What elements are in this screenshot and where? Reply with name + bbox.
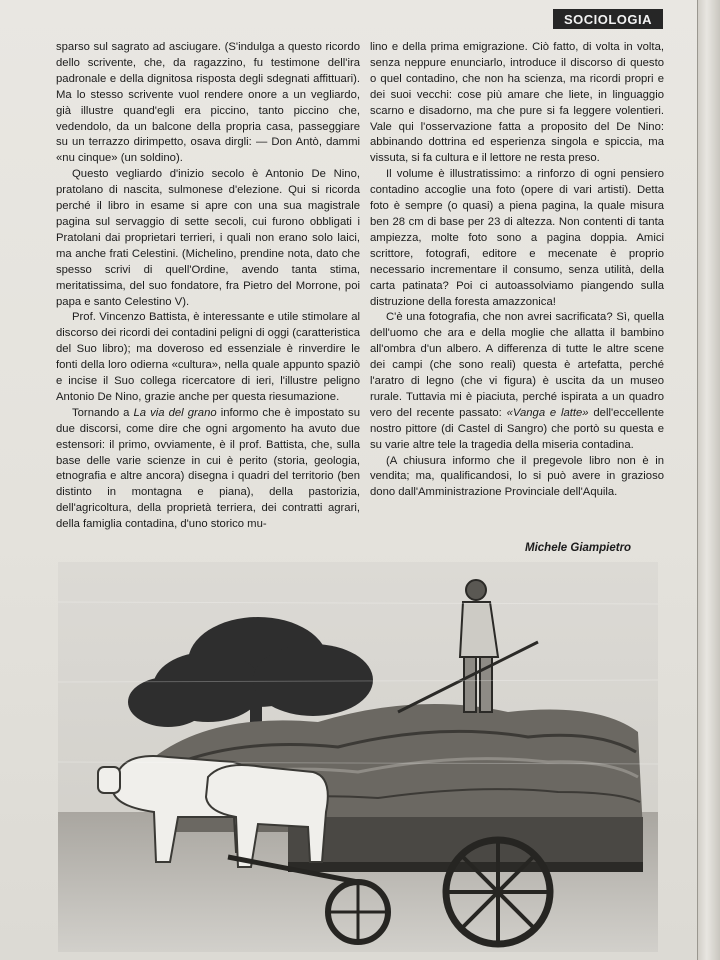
article-column-right — [370, 40, 664, 501]
paragraph: (A chiusura informo che il pregevole libro non è in vendita; ma, qualificandosi, lo si può avere in grazioso dono dall'Amministrazione Provinciale dell'Aquila. — [370, 454, 664, 499]
page-edge — [697, 0, 720, 960]
paragraph: Prof. Vincenzo Battista, è interessante e utile stimolare al discorso dei ricordi dei contadini peligni di oggi (caratteristica del Suo libro); ma doveroso ed essenziale è rinverdire le fonti della loro odierna «cultura», nella quale appunto spaziò e incise il Suo collega ricercatore di ieri, l'illustre peligno Antonio De Nino, grazie anche per questa riesumazione. — [56, 311, 360, 403]
paragraph: sparso sul sagrato ad asciugare. (S'indulga a questo ricordo dello scrivente, che, da ragazzino, fu testimone dell'ira padronale e della dignitosa risposta degli sdegnati affittuari). Ma lo stesso scrivente vuol rendere onore a un vegliardo, già illustre quand'egli era piccino, tanto piccino che, vedendolo, da un balcone della propria casa, passeggiare su un terrazzo dirimpetto, osava dirgli: — Don Antò, dammi «nu cinque» (un soldino). — [56, 41, 360, 165]
paragraph: Il volume è illustratissimo: a rinforzo di ogni pensiero contadino accoglie una foto (opere di vari artisti). Detta foto è sempre (o quasi) a piena pagina, la quale misura ben 28 cm di base per 23 di altezza. Non contenti di tanta ampiezza, molte foto sono a pagina doppia. Amici scrittore, fotografi, editore e mecenate è proprio necessario incrementare il consumo, senza utilità, della carta patinata? Poi ci autoassolviamo piangendo sulla distruzione della foresta amazzonica! — [370, 168, 664, 308]
paragraph: lino e della prima emigrazione. Ciò fatto, di volta in volta, senza neppure enunciarlo, introduce il discorso di questo o quel contadino, che non ha scienza, ma ricordi propri e dei suoi vecchi: cose più amare che liete, in linguaggio scarno e disadorno, ma che pure si fa leggere volentieri. Vale qui l'osservazione fatta a proposito del De Nino: abbinando dottrina ed esperienza singola e spiccia, ma vissuta, si fa cultura e il lettore ne resta preso. — [370, 41, 664, 165]
painting-title: «Vanga e latte» — [506, 406, 589, 419]
cart-wheel — [446, 840, 550, 944]
paragraph-text: Tornando a — [72, 406, 134, 419]
book-title: La via del grano — [133, 406, 217, 419]
paragraph: Questo vegliardo d'inizio secolo è Antonio De Nino, pratolano di nascita, sulmonese d'elezione. Qui si ricorda perché il libro in esame si apre con una sua magistrale pagina sul servaggio di sette secoli, cui furono obbligati i Pratolani dai proprietari terrieri, i quali non erano solo laici, ma anche frati Celestini. (Michelino, prendine nota, dato che spesso scrivi di quell'Ordine, avendo tanta stima, meritatissima, del suo fondatore, fra Pietro del Morrone, poi papa e santo Celestino V). — [56, 168, 360, 308]
section-label: SOCIOLOGIA — [553, 9, 663, 29]
paragraph-text: informo che è impostato su due discorsi, come dire che ogni argomento ha avuto due estensori: il primo, ovviamente, è il prof. Battista, che, sulla base delle varie scienze in cui è perito (storia, geologia, etnografia e altre ancora) disegna i quadri del territorio (ben distinto in montagna e piana), della pastorizia, dell'agricoltura, della proprietà terriera, dei contratti agrari, della famiglia contadina, d'uno storico mu- — [56, 406, 360, 531]
author-byline: Michele Giampietro — [525, 542, 632, 554]
cart-wheel — [328, 882, 388, 942]
paragraph-text: dell'eccellente nostro pittore (di Castel di Sangro) che portò su questa e su varie altre tele la tragedia della miseria contadina. — [370, 406, 664, 451]
article-column-left — [56, 40, 360, 533]
paragraph — [56, 406, 360, 533]
paragraph — [370, 310, 664, 453]
article-photo — [58, 562, 658, 952]
oxcart-hay-photo — [58, 562, 658, 952]
paragraph-text: C'è una fotografia, che non avrei sacrificata? Sì, quella dell'uomo che ara e della moglie che allatta il bambino all'ombra d'un albero. A differenza di tutte le altre scene dei campi (che sono reali) questa è artefatta, perché l'aratro di legno (che vi figura) è uscita da un museo rurale. Tuttavia mi è piaciuta, perché ispirata a un quadro vero del recente passato: — [370, 311, 664, 419]
